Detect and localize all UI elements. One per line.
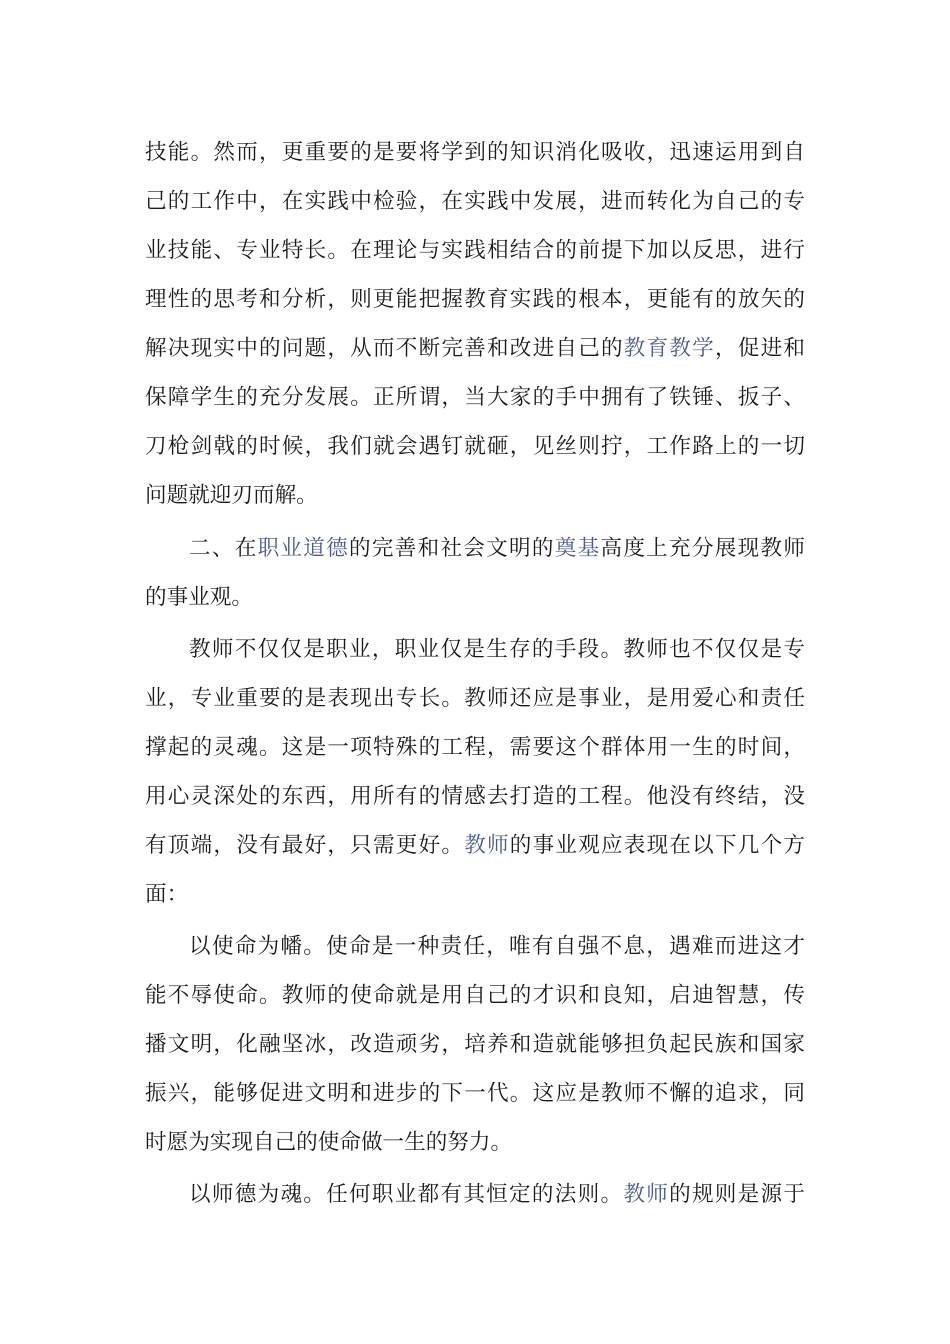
- text-segment: 业，专业重要的是表现出专长。教师还应是事业，是用爱心和责任: [145, 686, 805, 711]
- link-dianji[interactable]: 奠基: [554, 536, 601, 561]
- link-jiaoyujiaoxue[interactable]: 教育教学: [623, 336, 715, 361]
- text-segment: ，促进和: [714, 336, 805, 361]
- text-line: [145, 182, 805, 222]
- text-segment: 的事业观。: [145, 585, 253, 610]
- text-line: [145, 280, 805, 320]
- text-segment: 振兴，能够促进文明和进步的下一代。这应是教师不懈的追求，同: [145, 1081, 805, 1106]
- text-segment: 有顶端，没有最好，只需更好。: [145, 833, 465, 858]
- text-segment: 业技能、专业特长。在理论与实践相结合的前提下加以反思，进行: [145, 238, 805, 263]
- text-segment: 撑起的灵魂。这是一项特殊的工程，需要这个群体用一生的时间，: [145, 735, 805, 760]
- text-line: [145, 826, 805, 866]
- text-line: [145, 1123, 805, 1163]
- text-line: [145, 728, 805, 768]
- text-line: [145, 133, 805, 173]
- text-segment: 的事业观应表现在以下几个方: [509, 833, 805, 858]
- text-line: [189, 927, 805, 967]
- text-segment: 高度上充分展现教师: [600, 536, 805, 561]
- text-segment: 己的工作中，在实践中检验，在实践中发展，进而转化为自己的专: [145, 189, 805, 214]
- text-segment: 二、在: [189, 536, 258, 561]
- text-line: [145, 679, 805, 719]
- text-segment: 刀枪剑戟的时候，我们就会遇钉就砸，见丝则拧，工作路上的一切: [145, 434, 805, 459]
- text-segment: 的规则是源于: [669, 1182, 805, 1207]
- text-segment: 播文明，化融坚冰，改造顽劣，培养和造就能够担负起民族和国家: [145, 1032, 805, 1057]
- section-heading-line: [189, 529, 805, 569]
- text-segment: 教师不仅仅是职业，职业仅是生存的手段。教师也不仅仅是专: [189, 637, 805, 662]
- link-jiaoshi[interactable]: 教师: [464, 833, 510, 858]
- text-line: [145, 427, 805, 467]
- text-segment: 面：: [145, 882, 189, 907]
- text-segment: 解决现实中的问题，从而不断完善和改进自己的: [145, 336, 624, 361]
- text-line: [145, 476, 805, 516]
- text-segment: 的完善和社会文明的: [349, 536, 555, 561]
- text-segment: 保障学生的充分发展。正所谓，当大家的手中拥有了铁锤、扳子、: [145, 385, 805, 410]
- text-line: [145, 378, 805, 418]
- text-line: [145, 875, 805, 915]
- text-line: [145, 1074, 805, 1114]
- text-segment: 技能。然而，更重要的是要将学到的知识消化吸收，迅速运用到自: [145, 140, 805, 165]
- text-segment: 以使命为幡。使命是一种责任，唯有自强不息，遇难而进这才: [189, 934, 805, 959]
- text-segment: 能不辱使命。教师的使命就是用自己的才识和良知，启迪智慧，传: [145, 983, 805, 1008]
- text-line: [145, 777, 805, 817]
- text-line: [145, 329, 805, 369]
- text-segment: 用心灵深处的东西，用所有的情感去打造的工程。他没有终结，没: [145, 784, 805, 809]
- section-heading-line: [145, 578, 805, 618]
- text-line: [189, 630, 805, 670]
- link-zhiyedaode[interactable]: 职业道德: [257, 536, 350, 561]
- text-line: [189, 1175, 805, 1215]
- text-segment: 以师德为魂。任何职业都有其恒定的法则。: [189, 1182, 624, 1207]
- text-line: [145, 976, 805, 1016]
- text-segment: 时愿为实现自己的使命做一生的努力。: [145, 1130, 513, 1155]
- text-segment: 理性的思考和分析，则更能把握教育实践的根本，更能有的放矢的: [145, 287, 805, 312]
- link-jiaoshi-2[interactable]: 教师: [623, 1182, 670, 1207]
- text-line: [145, 231, 805, 271]
- text-line: [145, 1025, 805, 1065]
- text-segment: 问题就迎刃而解。: [145, 483, 318, 508]
